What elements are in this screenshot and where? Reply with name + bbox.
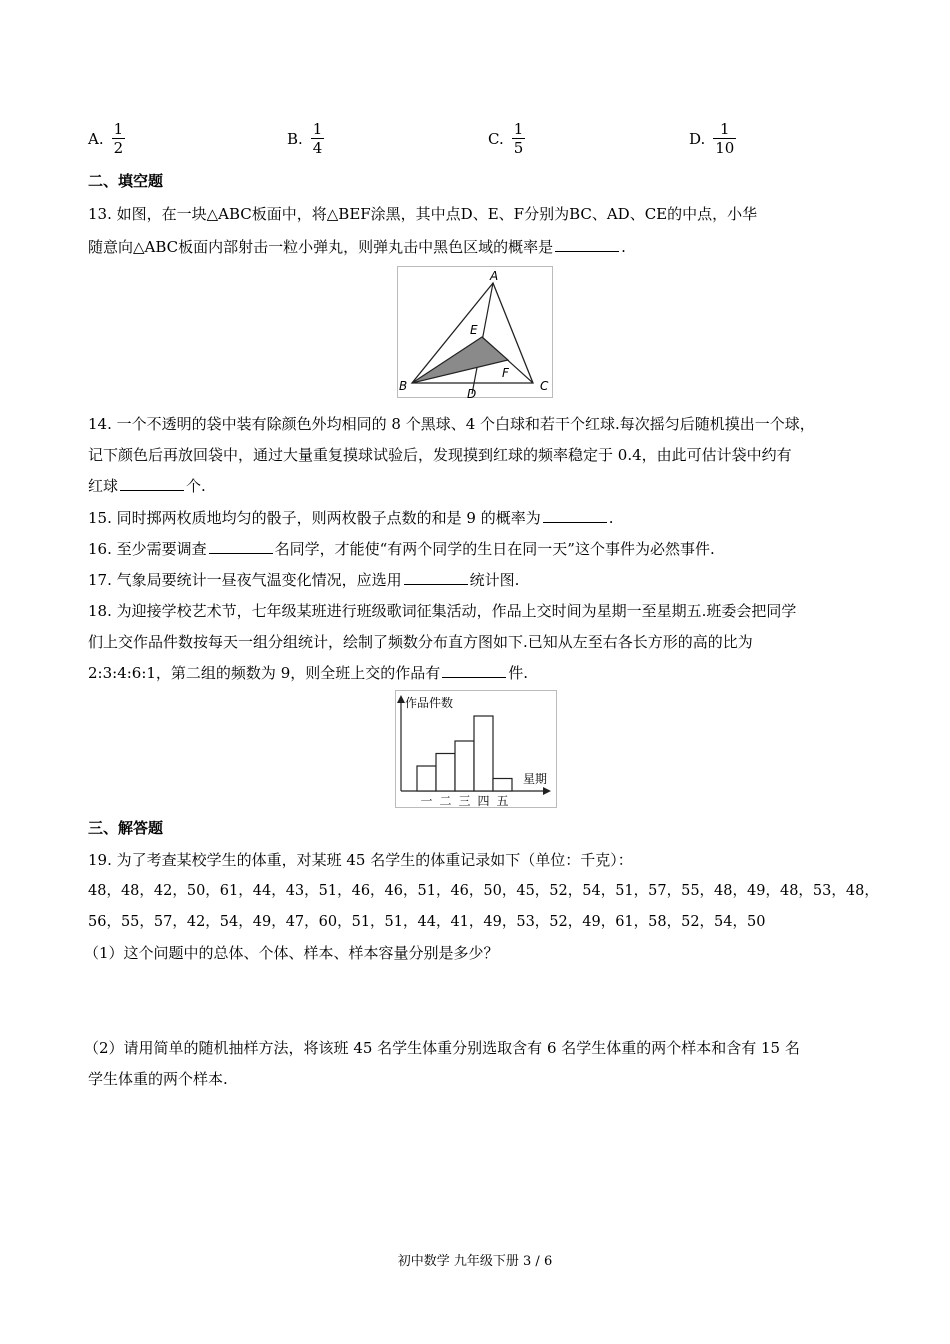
x-axis-label: 星期 (523, 772, 548, 786)
option-label: C. (488, 129, 504, 148)
answer-blank[interactable] (209, 539, 273, 554)
x-tick-label: 四 (477, 794, 490, 808)
option-b (287, 120, 324, 157)
answer-blank[interactable] (442, 663, 506, 678)
question-17: 17. 气象局要统计一昼夜气温变化情况，应选用 统计图. (88, 571, 520, 589)
option-fraction: $\frac{1}{2}$ (113, 120, 124, 157)
label-c: C (540, 379, 549, 393)
label-f: F (502, 366, 509, 380)
question-18-line2: 们上交作品件数按每天一组分组统计，绘制了频数分布直方图如下.已知从左至右各长方形的高的比为 (88, 633, 753, 651)
question-19-part2-line2: 学生体重的两个样本. (88, 1070, 228, 1088)
label-e: E (470, 323, 478, 337)
question-19-part2-line1: （2）请用简单的随机抽样方法，将该班 45 名学生体重分别选取含有 6 名学生体重的两个样本和含有 15 名 (84, 1039, 800, 1057)
question-14-line3: 红球 个. (88, 477, 206, 495)
histogram-bar (493, 779, 512, 792)
question-14-line2: 记下颜色后再放回袋中，通过大量重复摸球试验后，发现摸到红球的频率稳定于 0.4，由此可估计袋中约有 (88, 446, 792, 464)
option-d (689, 120, 736, 157)
answer-blank[interactable] (555, 237, 619, 252)
option-label: A. (88, 129, 104, 148)
histogram-bar (474, 716, 493, 791)
option-c (488, 120, 525, 157)
question-13-line2: 随意向△ABC板面内部射击一粒小弹丸，则弹丸击中黑色区域的概率是 . (88, 238, 626, 256)
shaded-bef (412, 337, 508, 383)
option-a (88, 120, 125, 157)
option-fraction: $\frac{1}{5}$ (513, 120, 524, 157)
histogram-chart (395, 690, 557, 808)
triangle-figure (397, 266, 553, 398)
question-19-part1: （1）这个问题中的总体、个体、样本、样本容量分别是多少？ (84, 944, 499, 962)
option-label: B. (287, 129, 303, 148)
question-19-data-line1: 48，48，42，50，61，44，43，51，46，46，51，46，50，45，52，54，51，57，55，48，49，48，53，48， (88, 883, 879, 899)
question-18-line3: 2:3:4:6:1，第二组的频数为 9，则全班上交的作品有 件. (88, 664, 529, 682)
histogram-bar (455, 741, 474, 791)
question-13-line1: 13. 如图，在一块△ABC板面中，将△BEF涂黑，其中点D、E、F分别为BC、AD、CE的中点，小华 (88, 205, 758, 223)
histogram-bar (436, 754, 455, 792)
answer-blank[interactable] (404, 570, 468, 585)
label-b: B (399, 379, 408, 393)
option-fraction: $\frac{1}{10}$ (715, 120, 735, 157)
page-footer: 初中数学 九年级下册 3 / 6 (397, 1254, 553, 1269)
x-tick-label: 三 (458, 794, 471, 808)
answer-blank[interactable] (120, 476, 184, 491)
section-title: 二、填空题 (88, 172, 164, 190)
question-19-intro: 19. 为了考查某校学生的体重，对某班 45 名学生的体重记录如下（单位：千克）： (88, 851, 633, 869)
x-tick-label: 二 (439, 794, 452, 808)
question-18-line1: 18. 为迎接学校艺术节，七年级某班进行班级歌词征集活动，作品上交时间为星期一至星期五.班委会把同学 (88, 602, 797, 620)
histogram-bar (417, 766, 436, 791)
label-a: A (490, 269, 499, 283)
section-title: 三、解答题 (88, 819, 164, 837)
x-axis-arrow (543, 787, 551, 795)
question-19-data-line2: 56，55，57，42，54，49，47，60，51，51，44，41，49，53，52，49，61，58，52，54，50 (88, 914, 766, 930)
y-axis-label: 作品件数 (405, 696, 454, 710)
x-tick-label: 一 (420, 794, 433, 808)
answer-blank[interactable] (543, 508, 607, 523)
question-16: 16. 至少需要调查 名同学，才能使“有两个同学的生日在同一天”这个事件为必然事件. (88, 540, 715, 558)
y-axis-arrow (397, 695, 405, 703)
x-tick-label: 五 (496, 794, 509, 808)
label-d: D (467, 387, 477, 398)
option-fraction: $\frac{1}{4}$ (312, 120, 323, 157)
option-label: D. (689, 129, 706, 148)
question-14-line1: 14. 一个不透明的袋中装有除颜色外均相同的 8 个黑球、4 个白球和若干个红球.每次摇匀后随机摸出一个球， (88, 415, 815, 433)
question-15: 15. 同时掷两枚质地均匀的骰子，则两枚骰子点数的和是 9 的概率为 . (88, 509, 614, 527)
